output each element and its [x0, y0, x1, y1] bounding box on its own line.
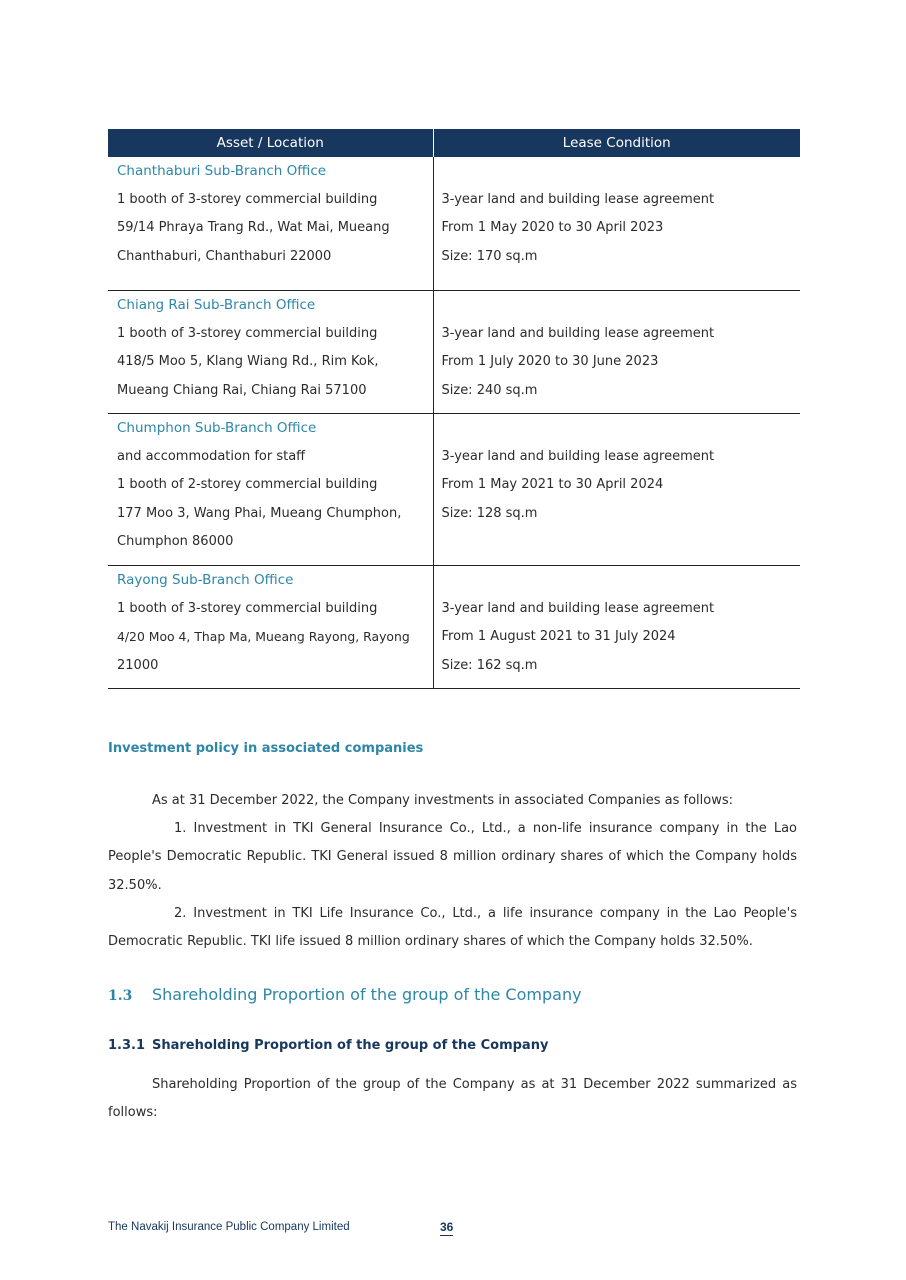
condition-line: Size: 170 sq.m	[441, 248, 538, 264]
condition-cell	[433, 291, 800, 414]
table-row	[108, 291, 800, 414]
condition-line: 3-year land and building lease agreement	[441, 191, 715, 207]
section-1-3-heading	[108, 985, 582, 1004]
investment-item-1	[108, 815, 797, 900]
condition-line: Size: 162 sq.m	[441, 657, 538, 673]
location-cell	[108, 291, 433, 414]
location-line: 1 booth of 3-storey commercial building	[117, 600, 378, 616]
condition-line: From 1 May 2020 to 30 April 2023	[441, 220, 664, 235]
header-lease-condition: Lease Condition	[433, 129, 800, 157]
investment-intro-paragraph	[108, 787, 797, 815]
office-name: Chumphon Sub-Branch Office	[117, 420, 317, 436]
table-header-row	[108, 129, 800, 157]
lease-table	[108, 129, 800, 689]
section-title: Shareholding Proportion of the group of the Company	[152, 985, 582, 1004]
footer-company-name: The Navakij Insurance Public Company Limited	[108, 1221, 350, 1233]
office-name: Chanthaburi Sub-Branch Office	[117, 163, 327, 179]
table-row	[108, 157, 800, 291]
subsection-number: 1.3.1	[108, 1038, 146, 1053]
table-row	[108, 566, 800, 689]
investment-item-1-text: 1. Investment in TKI General Insurance Co., Ltd., a non-life insurance company in the Lao People's Democratic Republic. TKI General issued 8 million ordinary shares of which the Company holds 32.50%.	[108, 821, 797, 893]
header-asset-location: Asset / Location	[108, 129, 433, 157]
page-number: 36	[440, 1220, 454, 1234]
shareholding-paragraph	[108, 1071, 797, 1128]
investment-policy-heading: Investment policy in associated companies	[108, 741, 424, 756]
office-name: Chiang Rai Sub-Branch Office	[117, 297, 316, 313]
investment-intro-text: As at 31 December 2022, the Company investments in associated Companies as follows:	[152, 793, 734, 808]
subsection-title: Shareholding Proportion of the group of the Company	[152, 1038, 549, 1053]
location-line: 21000	[117, 657, 159, 673]
location-line: 177 Moo 3, Wang Phai, Mueang Chumphon,	[117, 505, 402, 521]
condition-line: Size: 240 sq.m	[441, 382, 538, 398]
location-line: Mueang Chiang Rai, Chiang Rai 57100	[117, 382, 367, 398]
location-line: 59/14 Phraya Trang Rd., Wat Mai, Mueang	[117, 220, 390, 235]
location-line: 4/20 Moo 4, Thap Ma, Mueang Rayong, Rayong	[117, 629, 410, 644]
location-cell	[108, 414, 433, 566]
shareholding-paragraph-text: Shareholding Proportion of the group of the Company as at 31 December 2022 summarized as follows:	[108, 1077, 797, 1121]
location-cell	[108, 566, 433, 689]
condition-line: From 1 July 2020 to 30 June 2023	[441, 354, 659, 369]
condition-line: From 1 August 2021 to 31 July 2024	[441, 629, 676, 644]
table-row	[108, 414, 800, 566]
condition-line: 3-year land and building lease agreement	[441, 325, 715, 341]
location-line: and accommodation for staff	[117, 448, 306, 464]
location-line: 1 booth of 3-storey commercial building	[117, 191, 378, 207]
condition-cell	[433, 414, 800, 566]
condition-cell	[433, 157, 800, 291]
condition-cell	[433, 566, 800, 689]
location-line: Chanthaburi, Chanthaburi 22000	[117, 248, 332, 264]
location-line: 418/5 Moo 5, Klang Wiang Rd., Rim Kok,	[117, 354, 379, 369]
office-name: Rayong Sub-Branch Office	[117, 572, 294, 588]
location-cell	[108, 157, 433, 291]
section-number: 1.3	[108, 988, 133, 1004]
investment-item-2-text: 2. Investment in TKI Life Insurance Co., Ltd., a life insurance company in the Lao People's Democratic Republic. TKI life issued 8 million ordinary shares of which the Company holds 32.50%.	[108, 906, 797, 950]
condition-line: Size: 128 sq.m	[441, 505, 538, 521]
location-line: 1 booth of 3-storey commercial building	[117, 325, 378, 341]
section-1-3-1-heading	[108, 1038, 548, 1053]
condition-line: 3-year land and building lease agreement	[441, 600, 715, 616]
location-line: 1 booth of 2-storey commercial building	[117, 477, 378, 492]
investment-item-2	[108, 900, 797, 957]
condition-line: From 1 May 2021 to 30 April 2024	[441, 477, 664, 492]
condition-line: 3-year land and building lease agreement	[441, 448, 715, 464]
location-line: Chumphon 86000	[117, 534, 234, 549]
